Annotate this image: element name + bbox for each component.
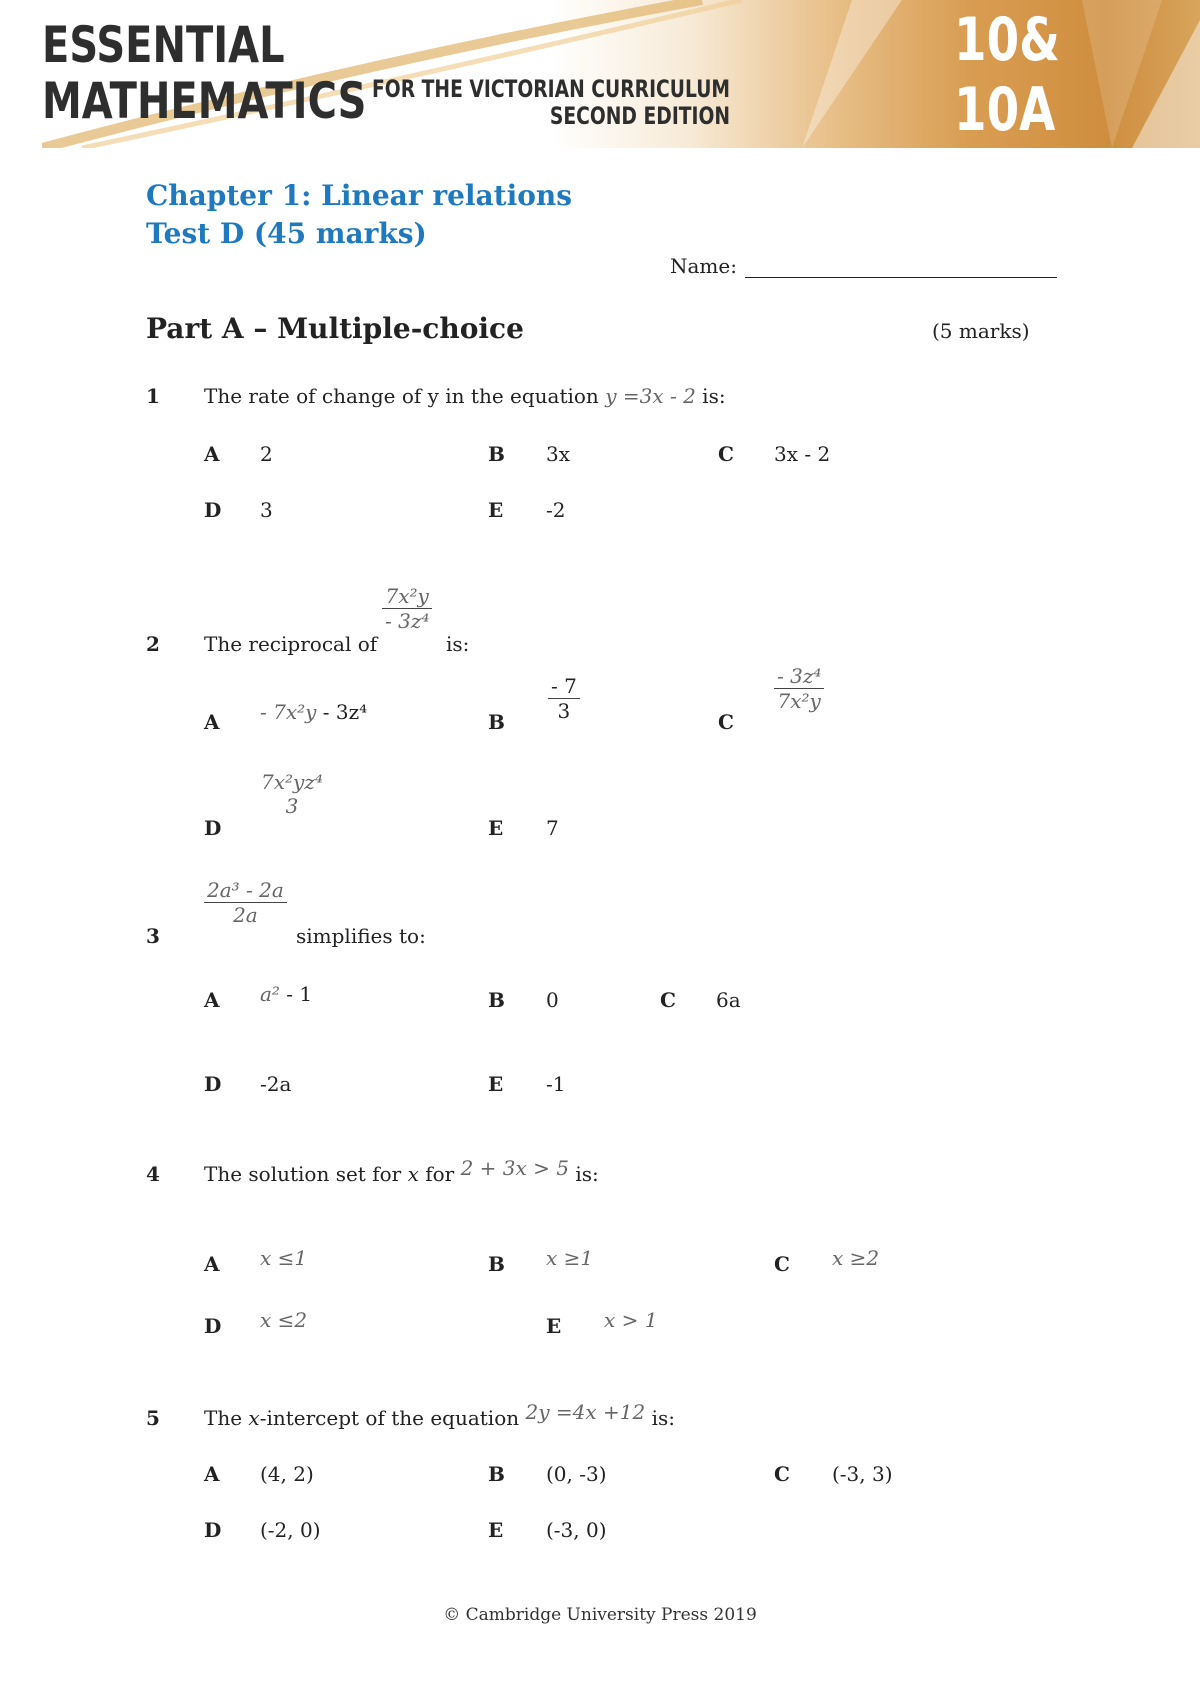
option-letter: B xyxy=(488,710,505,734)
brand-title-line2: MATHEMATICS xyxy=(42,72,367,130)
option-letter: B xyxy=(488,442,505,466)
question-1-text: The rate of change of y in the equation xyxy=(204,384,599,408)
name-field[interactable] xyxy=(670,254,1057,278)
question-4-variable: x xyxy=(407,1162,419,1186)
option-value[interactable]: 3x xyxy=(546,442,571,466)
question-3-fraction xyxy=(204,878,287,927)
part-a-marks: (5 marks) xyxy=(932,319,1030,343)
footer-copyright: © Cambridge University Press 2019 xyxy=(443,1605,757,1625)
chapter-heading xyxy=(146,177,572,253)
option-value[interactable]: 0 xyxy=(546,988,559,1012)
option-letter: E xyxy=(488,1518,504,1542)
option-letter: A xyxy=(204,1252,220,1276)
option-value[interactable]: (0, -3) xyxy=(546,1462,607,1486)
option-value[interactable]: -2 xyxy=(546,498,566,522)
option-value[interactable]: -2a xyxy=(260,1072,292,1096)
option-letter: C xyxy=(718,710,734,734)
option-value[interactable]: x ≤1 xyxy=(260,1246,308,1270)
fraction-numerator: - 7 xyxy=(551,674,577,698)
option-value[interactable]: (-3, 3) xyxy=(832,1462,893,1486)
header-banner xyxy=(42,0,1200,148)
option-value[interactable]: (4, 2) xyxy=(260,1462,314,1486)
option-text: - 3z⁴ xyxy=(322,700,368,724)
brand-title-line1: ESSENTIAL xyxy=(42,16,285,74)
question-2-fraction xyxy=(382,584,432,633)
option-value[interactable]: (-2, 0) xyxy=(260,1518,321,1542)
option-letter: B xyxy=(488,1252,505,1276)
option-letter: B xyxy=(488,1462,505,1486)
brand-subtitle-line1: FOR THE VICTORIAN CURRICULUM xyxy=(371,75,730,103)
name-label: Name: xyxy=(670,254,737,278)
option-value[interactable] xyxy=(260,982,312,1006)
part-a-title: Part A – Multiple-choice xyxy=(146,312,524,345)
option-letter: D xyxy=(204,1314,222,1338)
question-4-text: The solution set for xyxy=(204,1162,402,1186)
option-text: - 1 xyxy=(279,982,313,1006)
test-title: Test D (45 marks) xyxy=(146,217,427,250)
question-2-text-end: is: xyxy=(446,632,470,656)
question-5-variable: x xyxy=(248,1406,260,1430)
option-math: - 7x²y xyxy=(260,700,317,724)
option-letter: A xyxy=(204,710,220,734)
option-letter: D xyxy=(204,1518,222,1542)
option-value[interactable] xyxy=(260,700,367,724)
option-letter: B xyxy=(488,988,505,1012)
question-1-equation: y =3x - 2 xyxy=(605,384,696,408)
question-number: 2 xyxy=(146,632,160,656)
chapter-title: Chapter 1: Linear relations xyxy=(146,179,573,212)
option-value[interactable]: -1 xyxy=(546,1072,566,1096)
option-value[interactable]: 3x - 2 xyxy=(774,442,831,466)
option-letter: D xyxy=(204,498,222,522)
grade-label-line2: 10A xyxy=(954,75,1056,145)
option-letter: C xyxy=(660,988,676,1012)
option-value[interactable]: 7 xyxy=(546,816,559,840)
fraction-denominator: - 3z⁴ xyxy=(385,609,430,633)
option-math: a² xyxy=(260,982,280,1006)
question-2-text: The reciprocal of xyxy=(204,632,378,656)
question-5-text-mid: -intercept of the equation xyxy=(259,1406,520,1430)
option-letter: D xyxy=(204,1072,222,1096)
fraction-denominator: 3 xyxy=(285,794,299,818)
question-1-stem xyxy=(204,384,726,408)
fraction-numerator: 2a³ - 2a xyxy=(207,878,284,902)
option-letter: E xyxy=(488,816,504,840)
option-value[interactable]: x ≥1 xyxy=(546,1246,594,1270)
question-number: 5 xyxy=(146,1406,160,1430)
option-letter: E xyxy=(488,1072,504,1096)
fraction-numerator: - 3z⁴ xyxy=(777,664,822,688)
question-1-text-end: is: xyxy=(702,384,726,408)
question-4-text-mid: for xyxy=(425,1162,455,1186)
fraction-denominator: 2a xyxy=(233,903,258,927)
question-5-stem xyxy=(204,1400,675,1430)
option-value[interactable]: x > 1 xyxy=(604,1308,658,1332)
name-blank-line[interactable] xyxy=(745,263,1057,278)
option-letter: C xyxy=(718,442,734,466)
option-letter: C xyxy=(774,1252,790,1276)
option-letter: C xyxy=(774,1462,790,1486)
fraction-denominator: 3 xyxy=(557,699,571,723)
question-5-text: The xyxy=(204,1406,243,1430)
option-fraction[interactable] xyxy=(258,770,326,818)
option-fraction[interactable] xyxy=(548,674,580,723)
option-letter: E xyxy=(546,1314,562,1338)
option-value[interactable]: 6a xyxy=(716,988,741,1012)
grade-label-line1: 10& xyxy=(954,5,1060,75)
question-5-text-end: is: xyxy=(651,1406,675,1430)
question-3-text: simplifies to: xyxy=(296,924,426,948)
question-4-text-end: is: xyxy=(575,1162,599,1186)
option-fraction[interactable] xyxy=(774,664,824,713)
question-number: 1 xyxy=(146,384,160,408)
fraction-numerator: 7x²y xyxy=(385,584,429,608)
fraction-numerator: 7x²yz⁴ xyxy=(261,770,323,794)
option-letter: D xyxy=(204,816,222,840)
option-letter: E xyxy=(488,498,504,522)
question-number: 3 xyxy=(146,924,160,948)
question-number: 4 xyxy=(146,1162,160,1186)
question-4-stem xyxy=(204,1156,599,1186)
option-value[interactable]: 2 xyxy=(260,442,273,466)
fraction-denominator: 7x²y xyxy=(777,689,821,713)
brand-subtitle-line2: SECOND EDITION xyxy=(549,102,730,130)
question-5-equation: 2y =4x +12 xyxy=(525,1400,646,1424)
option-letter: A xyxy=(204,988,220,1012)
option-letter: A xyxy=(204,442,220,466)
question-4-inequality: 2 + 3x > 5 xyxy=(460,1156,569,1180)
option-value[interactable]: 3 xyxy=(260,498,273,522)
option-value[interactable]: x ≤2 xyxy=(260,1308,308,1332)
option-letter: A xyxy=(204,1462,220,1486)
option-value[interactable]: x ≥2 xyxy=(832,1246,880,1270)
option-value[interactable]: (-3, 0) xyxy=(546,1518,607,1542)
